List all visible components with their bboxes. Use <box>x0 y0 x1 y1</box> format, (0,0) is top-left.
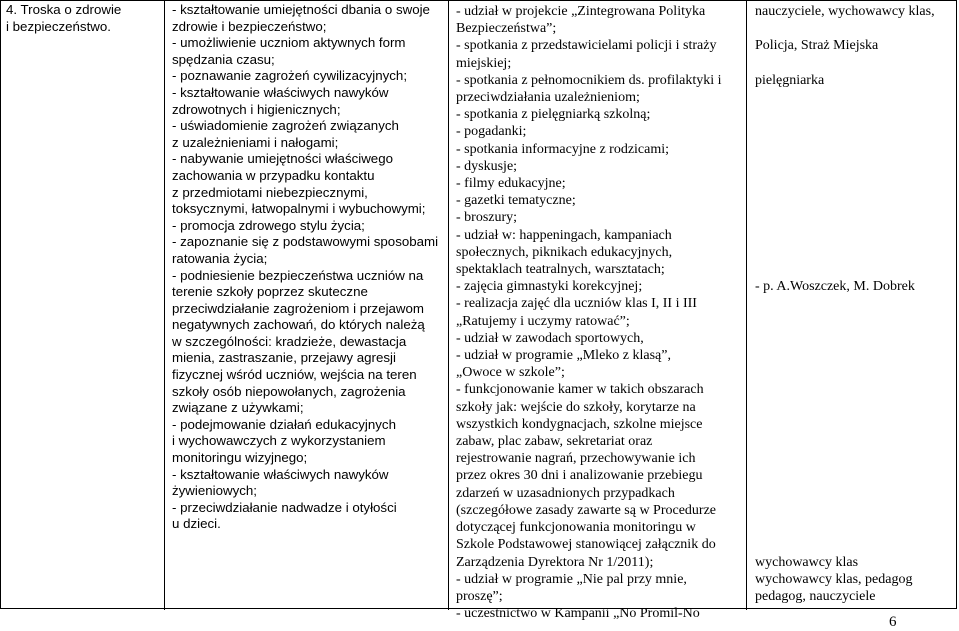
text-line: fizycznej wśród uczniów, wejścia na teren <box>172 367 417 383</box>
text-line: z uzależnieniami i nałogami; <box>172 134 339 150</box>
text-line <box>755 416 935 433</box>
text-line: - uświadomienie zagrożeń związanych <box>172 118 399 134</box>
text-line: - udział w projekcie „Zintegrowana Polityka <box>456 4 706 19</box>
text-line: - kształtowanie umiejętności dbania o swoje <box>172 2 430 17</box>
text-line: - kształtowanie właściwych nawyków <box>172 84 389 100</box>
forms-of-realization-cell <box>456 3 722 622</box>
text-line: - uczestnictwo w Kampanii „No Promil-No <box>456 606 700 622</box>
text-line: związane z używkami; <box>172 400 304 416</box>
text-line: - zajęcia gimnastyki korekcyjnej; <box>456 279 643 295</box>
text-line <box>755 536 935 553</box>
text-line: ratowania życia; <box>172 250 268 266</box>
responsible-persons-cell <box>755 3 935 605</box>
text-line: - funkcjonowanie kamer w takich obszarach <box>456 382 704 398</box>
text-line: - umożliwienie uczniom aktywnych form <box>172 35 406 51</box>
text-line <box>755 502 935 519</box>
column-divider <box>164 1 165 610</box>
text-line <box>755 55 935 72</box>
text-line: - p. A.Woszczek, M. Dobrek <box>755 279 915 295</box>
text-line: rejestrowanie nagrań, przechowywanie ich <box>456 451 696 467</box>
text-line <box>755 158 935 175</box>
text-line: i bezpieczeństwo. <box>6 18 111 34</box>
text-line: spektaklach teatralnych, warsztatach; <box>456 262 665 278</box>
text-line: przeciwdziałanie zagrożeniom i przejawom <box>172 300 425 316</box>
text-line: przez okres 30 dni i analizowanie przebiegu <box>456 468 703 484</box>
text-line <box>755 192 935 209</box>
text-line: „Ratujemy i uczymy ratować”; <box>456 313 630 329</box>
text-line: zdarzeń w uzasadnionych przypadkach <box>456 485 675 501</box>
text-line <box>755 106 935 123</box>
text-line: negatywnych zachowań, do których należą <box>172 317 425 333</box>
text-line: - przeciwdziałanie nadwadze i otyłości <box>172 499 397 515</box>
text-line: wszystkich kondygnacjach, szkolne miejsce <box>456 416 703 432</box>
text-line <box>755 123 935 140</box>
text-line: pielęgniarka <box>755 72 825 88</box>
text-line <box>755 399 935 416</box>
text-line: Zarządzenia Dyrektora Nr 1/2011); <box>456 554 654 570</box>
text-line: - filmy edukacyjne; <box>456 176 566 192</box>
text-line: - udział w: happeningach, kampaniach <box>456 227 672 243</box>
text-line: - spotkania informacyjne z rodzicami; <box>456 141 670 157</box>
column-divider <box>746 1 747 610</box>
text-line: zabaw, plac zabaw, sekretariat oraz <box>456 434 653 450</box>
text-line: toksycznymi, łatwopalnymi i wybuchowymi; <box>172 201 426 217</box>
text-line: - dyskusje; <box>456 158 518 174</box>
text-line: Bezpieczeństwa”; <box>456 21 557 37</box>
text-line <box>755 381 935 398</box>
text-line: Policja, Straż Miejska <box>755 38 879 54</box>
text-line: (szczegółowe zasady zawarte są w Procedurze <box>456 502 717 518</box>
text-line: - udział w programie „Nie pal przy mnie, <box>456 571 687 587</box>
text-line: - podejmowanie działań edukacyjnych <box>172 416 396 432</box>
text-line: mienia, zastraszanie, przejawy agresji <box>172 350 396 366</box>
text-line: żywieniowych; <box>172 483 257 499</box>
text-line: terenie szkoły poprzez skuteczne <box>172 284 368 300</box>
page-number: 6 <box>889 614 897 630</box>
text-line: spędzania czasu; <box>172 51 275 67</box>
text-line <box>755 261 935 278</box>
text-line: pedagog, nauczyciele <box>755 588 876 604</box>
text-line: przeciwdziałania uzależnieniom; <box>456 90 640 106</box>
text-line: - nabywanie umiejętności właściwego <box>172 151 393 167</box>
text-line: - udział w programie „Mleko z klasą”, <box>456 348 671 364</box>
text-line: dotyczącej funkcjonowania monitoringu w <box>456 520 696 536</box>
text-line: społecznych, piknikach edukacyjnych, <box>456 244 673 260</box>
text-line: w szczególności: kradzieże, dewastacja <box>172 333 407 349</box>
text-line <box>755 295 935 312</box>
text-line <box>755 141 935 158</box>
text-line: - spotkania z pielęgniarką szkolną; <box>456 107 651 123</box>
text-line <box>755 347 935 364</box>
text-line: - kształtowanie właściwych nawyków <box>172 466 389 482</box>
text-line: monitoringu wizyjnego; <box>172 450 308 466</box>
text-line: - broszury; <box>456 210 518 226</box>
text-line: - podniesienie bezpieczeństwa uczniów na <box>172 267 424 283</box>
text-line: wychowawcy klas <box>755 554 859 570</box>
text-line: - poznawanie zagrożeń cywilizacyjnych; <box>172 68 408 84</box>
text-line: nauczyciele, wychowawcy klas, <box>755 4 935 19</box>
text-line: zdrowotnych i higienicznych; <box>172 101 341 117</box>
text-line <box>755 450 935 467</box>
column-divider <box>448 1 449 610</box>
text-line: szkoły jak: wejście do szkoły, korytarze na <box>456 399 696 415</box>
text-line <box>755 433 935 450</box>
text-line: - udział w zawodach sportowych, <box>456 330 644 346</box>
text-line: u dzieci. <box>172 516 221 532</box>
text-line: zdrowie i bezpieczeństwo; <box>172 18 327 34</box>
text-line: szkoły osób niepowołanych, zagrożenia <box>172 383 406 399</box>
text-line <box>755 519 935 536</box>
text-line <box>755 364 935 381</box>
text-line <box>755 20 935 37</box>
tasks-cell <box>172 2 438 533</box>
text-line <box>755 244 935 261</box>
text-line: Szkole Podstawowej stanowiącej załącznik do <box>456 537 716 553</box>
text-line: - pogadanki; <box>456 124 527 140</box>
text-line: 4. Troska o zdrowie <box>6 2 122 17</box>
text-line <box>755 209 935 226</box>
text-line: „Owoce w szkole”; <box>456 365 565 381</box>
text-line: i wychowawczych z wykorzystaniem <box>172 433 386 449</box>
text-line <box>755 330 935 347</box>
text-line: - spotkania z przedstawicielami policji i straży <box>456 38 717 54</box>
text-line <box>755 467 935 484</box>
text-line: wychowawcy klas, pedagog <box>755 571 913 587</box>
area-cell <box>6 2 121 35</box>
text-line: - realizacja zajęć dla uczniów klas I, II i III <box>456 296 697 312</box>
text-line: proszę”; <box>456 588 503 604</box>
text-line <box>755 89 935 106</box>
text-line: - zapoznanie się z podstawowymi sposobami <box>172 234 439 250</box>
text-line <box>755 485 935 502</box>
text-line: z przedmiotami niebezpiecznymi, <box>172 184 368 200</box>
text-line: - promocja zdrowego stylu życia; <box>172 217 365 233</box>
text-line: miejskiej; <box>456 55 512 71</box>
text-line <box>755 175 935 192</box>
text-line: zachowania w przypadku kontaktu <box>172 167 375 183</box>
text-line: - spotkania z pełnomocnikiem ds. profilaktyki i <box>456 72 722 88</box>
text-line: - gazetki tematyczne; <box>456 193 576 209</box>
text-line <box>755 227 935 244</box>
text-line <box>755 313 935 330</box>
